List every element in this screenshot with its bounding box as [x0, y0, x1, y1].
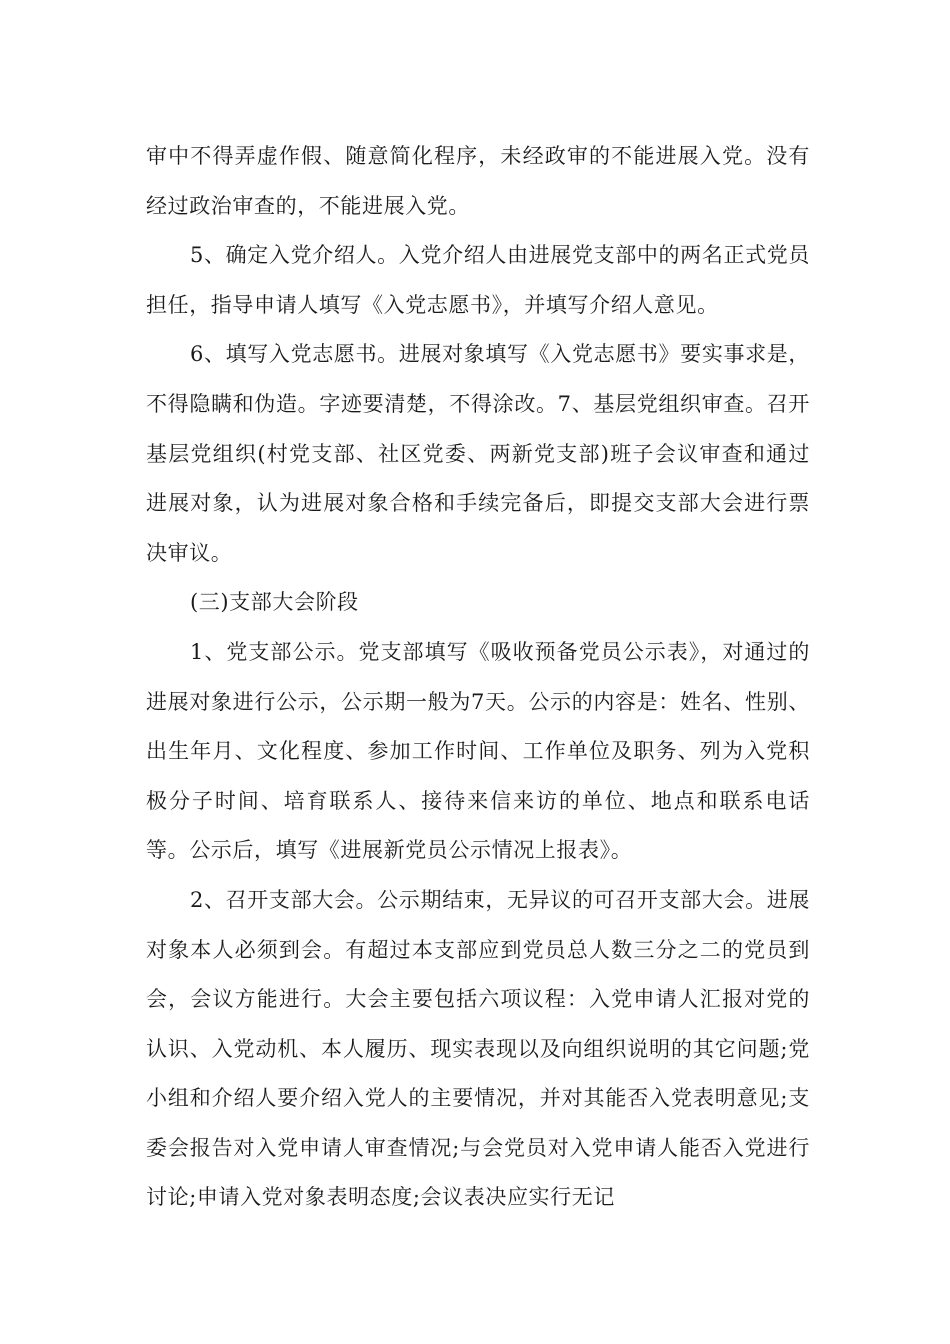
paragraph-public-notice: 1、党支部公示。党支部填写《吸收预备党员公示表》，对通过的进展对象进行公示，公示期一般为7天。公示的内容是：姓名、性别、出生年月、文化程度、参加工作时间、工作单位及职务、列为入党积极分子时间、培育联系人、接待来信来访的单位、地点和联系电话等。公示后，填写《进展新党员公示情况上报表》。	[146, 639, 810, 863]
paragraph-continuation: 审中不得弄虚作假、随意简化程序，未经政审的不能进展入党。没有经过政治审查的，不能进展入党。	[146, 144, 810, 218]
paragraph-branch-meeting: 2、召开支部大会。公示期结束，无异议的可召开支部大会。进展对象本人必须到会。有超过本支部应到党员总人数三分之二的党员到会，会议方能进行。大会主要包括六项议程：入党申请人汇报对党的认识、入党动机、本人履历、现实表现以及向组织说明的其它问题;党小组和介绍人要介绍入党人的主要情况，并对其能否入党表明意见;支委会报告对入党申请人审查情况;与会党员对入党申请人能否入党进行讨论;申请入党对象表明态度;会议表决应实行无记	[146, 887, 810, 1210]
paragraph-introducer: 5、确定入党介绍人。入党介绍人由进展党支部中的两名正式党员担任，指导申请人填写《入党志愿书》，并填写介绍人意见。	[146, 243, 810, 317]
paragraph-application-form: 6、填写入党志愿书。进展对象填写《入党志愿书》要实事求是，不得隐瞒和伪造。字迹要清楚，不得涂改。7、基层党组织审查。召开基层党组织(村党支部、社区党委、两新党支部)班子会议审查和通过进展对象，认为进展对象合格和手续完备后，即提交支部大会进行票决审议。	[146, 342, 810, 565]
section-heading-branch-meeting: (三)支部大会阶段	[190, 590, 359, 615]
document-body	[146, 132, 810, 1223]
